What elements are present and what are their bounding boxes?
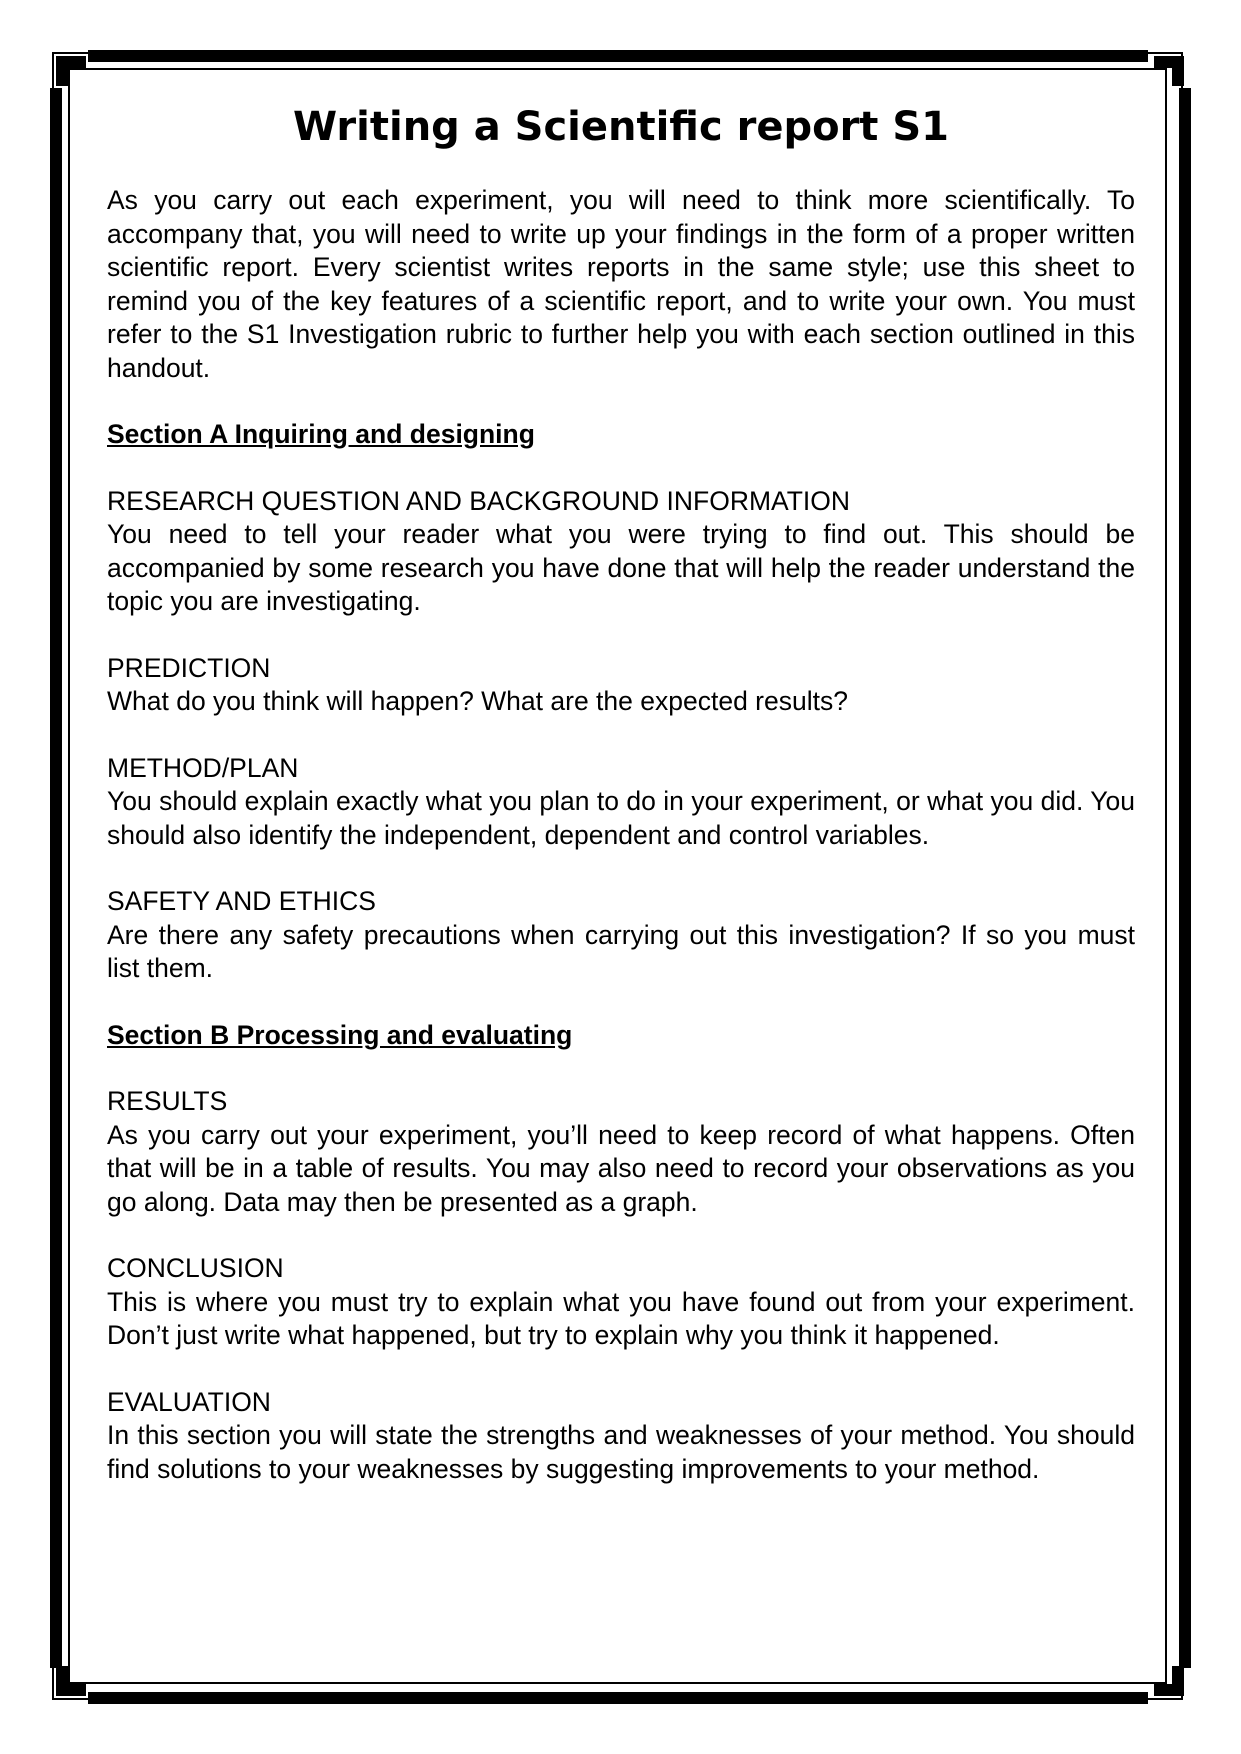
page-title: Writing a Scientific report S1: [293, 104, 949, 150]
item-title: EVALUATION: [107, 1386, 271, 1417]
page-border-corner-top-left: [56, 56, 86, 86]
item-text: Are there any safety precautions when carrying out this investigation? If so you must list them.: [107, 919, 1135, 983]
section-b-heading: Section B Processing and evaluating: [107, 1019, 573, 1050]
item-text: You need to tell your reader what you were trying to find out. This should be accompanied by some research you have done that will help the reader understand the topic you are investigating.: [107, 519, 1135, 616]
page-border-bottom-bar: [88, 1692, 1148, 1704]
page-border-right-bar: [1179, 88, 1191, 1668]
page-border-left-bar: [50, 88, 62, 1668]
item-text: This is where you must try to explain what you have found out from your experiment. Don’t just write what happened, but try to explain why you think it happened.: [107, 1286, 1135, 1350]
section-a-item-safety: [107, 885, 1135, 986]
page-border-corner-top-right: [1154, 56, 1184, 86]
item-title: METHOD/PLAN: [107, 752, 299, 783]
page-border-top-bar: [88, 50, 1148, 62]
item-title: CONCLUSION: [107, 1253, 284, 1283]
section-b-item-conclusion: [107, 1252, 1135, 1353]
item-title: PREDICTION: [107, 652, 271, 683]
section-a-item-method: [107, 752, 1135, 853]
section-a-heading: Section A Inquiring and designing: [107, 419, 535, 449]
page-border-corner-bottom-left: [56, 1666, 86, 1696]
item-text: You should explain exactly what you plan to do in your experiment, or what you did. You should also identify the independent, dependent and control variables.: [107, 786, 1135, 850]
section-a-item-research: [107, 485, 1135, 619]
item-title: RESULTS: [107, 1086, 228, 1116]
section-a-item-prediction: [107, 652, 1135, 719]
document-content: [107, 104, 1135, 1486]
item-title: SAFETY AND ETHICS: [107, 886, 376, 916]
item-title: RESEARCH QUESTION AND BACKGROUND INFORMATION: [107, 485, 851, 516]
item-text: In this section you will state the strengths and weaknesses of your method. You should find solutions to your weaknesses by suggesting improvements to your method.: [107, 1420, 1135, 1484]
intro-paragraph: As you carry out each experiment, you will need to think more scientifically. To accompany that, you will need to write up your findings in the form of a proper written scientific report. Every scientist writes reports in the same style; use this sheet to remind you of the key features of a scientific report, and to write your own. You must refer to the S1 Investigation rubric to further help you with each section outlined in this handout.: [107, 185, 1135, 383]
item-text: What do you think will happen? What are the expected results?: [107, 686, 848, 716]
item-text: As you carry out your experiment, you’ll need to keep record of what happens. Often that will be in a table of results. You may also need to record your observations as you go along. Data may then be presented as a graph.: [107, 1119, 1135, 1217]
page-border-corner-bottom-right: [1154, 1666, 1184, 1696]
section-b-item-evaluation: [107, 1386, 1135, 1487]
section-b-item-results: [107, 1085, 1135, 1219]
